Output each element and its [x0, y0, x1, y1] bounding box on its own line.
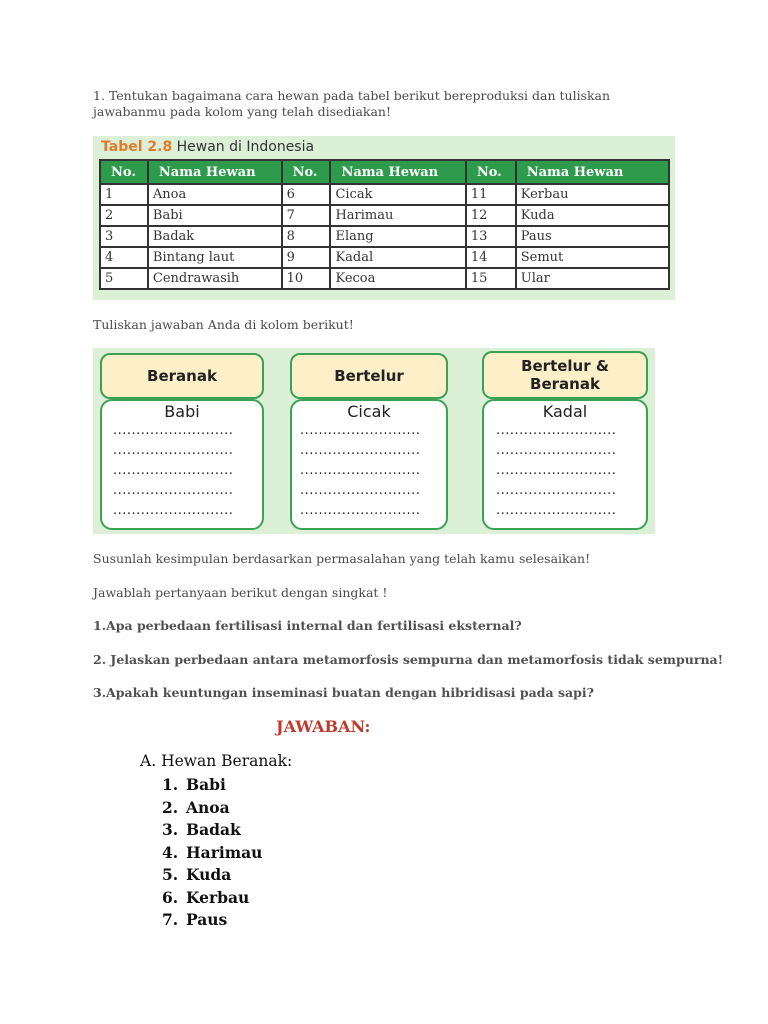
list-number: 3. — [162, 820, 179, 839]
dotted-line: .......................... — [496, 483, 617, 498]
table-cell: Harimau — [330, 205, 465, 226]
answer-columns-figure — [93, 348, 655, 534]
table-cell: Anoa — [148, 184, 282, 205]
table-caption-text: Hewan di Indonesia — [176, 139, 315, 155]
table-cell: Paus — [516, 226, 669, 247]
table-cell: 4 — [100, 247, 148, 268]
answer-heading-text: Hewan Beranak: — [161, 752, 293, 770]
column-example: Kadal — [542, 402, 588, 421]
question-2: 2. Jelaskan perbedaan antara metamorfosis sempurna dan metamorfosis tidak sempurna! — [93, 652, 724, 667]
table-cell: Elang — [330, 226, 465, 247]
dotted-line: .......................... — [113, 503, 234, 518]
list-item — [140, 820, 292, 843]
column-example: Babi — [164, 402, 200, 421]
answer-section — [140, 752, 292, 933]
table-cell: Kerbau — [516, 184, 669, 205]
summary-instruction: Susunlah kesimpulan berdasarkan permasalahan yang telah kamu selesaikan! — [93, 551, 591, 566]
table-cell: 11 — [466, 184, 516, 205]
table-cell: 8 — [282, 226, 331, 247]
dotted-line: .......................... — [300, 463, 421, 478]
column-box-bertelur — [290, 399, 448, 530]
dotted-line: .......................... — [113, 443, 234, 458]
table-row — [100, 247, 669, 268]
dotted-line: .......................... — [496, 463, 617, 478]
list-text: Babi — [186, 775, 226, 794]
list-text: Anoa — [186, 797, 230, 817]
list-item — [140, 798, 292, 821]
list-item — [140, 910, 292, 933]
intro-question: 1. Tentukan bagaimana cara hewan pada tabel berikut bereproduksi dan tuliskan jawabanmu pada kolom yang telah disediakan! — [93, 88, 611, 119]
instruction-text: Tuliskan jawaban Anda di kolom berikut! — [93, 317, 354, 332]
table-cell: 7 — [282, 205, 331, 226]
table-cell: 10 — [282, 268, 331, 289]
list-number: 1. — [162, 775, 179, 794]
table-cell: 1 — [100, 184, 148, 205]
table-cell: 6 — [282, 184, 331, 205]
table-cell: Bintang laut — [148, 247, 282, 268]
dotted-line: .......................... — [300, 483, 421, 498]
table-cell: Kadal — [330, 247, 465, 268]
table-cell: 14 — [466, 247, 516, 268]
animal-table — [99, 159, 670, 290]
list-text: Kuda — [186, 865, 232, 884]
table-row — [100, 205, 669, 226]
column-heading-bertelur-beranak: Bertelur & Beranak — [482, 351, 648, 399]
list-number: 6. — [162, 887, 179, 907]
table-cell: 9 — [282, 247, 331, 268]
dotted-line: .......................... — [300, 443, 421, 458]
column-heading-beranak: Beranak — [100, 353, 264, 399]
table-cell: Cicak — [330, 184, 465, 205]
list-item — [140, 843, 292, 866]
question-1: 1.Apa perbedaan fertilisasi internal dan fertilisasi eksternal? — [93, 618, 522, 633]
column-heading-bertelur: Bertelur — [290, 353, 448, 399]
list-item — [140, 865, 292, 888]
table-cell: Kuda — [516, 205, 669, 226]
dotted-line: .......................... — [496, 443, 617, 458]
answer-title: JAWABAN: — [276, 717, 371, 736]
table-cell: Kecoa — [330, 268, 465, 289]
header-no: No. — [100, 160, 148, 184]
list-item — [140, 775, 292, 798]
column-box-beranak — [100, 399, 264, 530]
dotted-line: .......................... — [496, 503, 617, 518]
table-row — [100, 268, 669, 289]
dotted-line: .......................... — [300, 423, 421, 438]
question-3: 3.Apakah keuntungan inseminasi buatan dengan hibridisasi pada sapi? — [93, 685, 594, 700]
table-row — [100, 226, 669, 247]
table-cell: Cendrawasih — [148, 268, 282, 289]
header-no: No. — [466, 160, 516, 184]
list-item — [140, 888, 292, 911]
list-number: 2. — [162, 797, 179, 817]
list-number: 7. — [162, 910, 179, 929]
animal-table-figure — [93, 136, 675, 300]
table-cell: 5 — [100, 268, 148, 289]
header-nama-hewan: Nama Hewan — [148, 160, 282, 184]
table-cell: 13 — [466, 226, 516, 247]
list-text: Harimau — [186, 842, 263, 862]
table-cell: 2 — [100, 205, 148, 226]
column-example: Cicak — [347, 402, 391, 421]
dotted-line: .......................... — [113, 483, 234, 498]
column-box-bertelur-beranak — [482, 399, 648, 530]
table-caption-number: Tabel 2.8 — [101, 139, 173, 155]
table-cell: 12 — [466, 205, 516, 226]
list-text: Paus — [186, 910, 228, 929]
list-number: 4. — [162, 842, 179, 862]
list-number: 5. — [162, 865, 179, 884]
dotted-line: .......................... — [113, 423, 234, 438]
table-header-row — [100, 160, 669, 184]
header-no: No. — [282, 160, 331, 184]
dotted-line: .......................... — [496, 423, 617, 438]
table-row — [100, 184, 669, 205]
table-cell: Badak — [148, 226, 282, 247]
answer-heading-marker: A. — [140, 752, 157, 770]
list-text: Badak — [186, 820, 241, 839]
dotted-line: .......................... — [300, 503, 421, 518]
dotted-line: .......................... — [113, 463, 234, 478]
answer-list — [140, 775, 292, 933]
table-caption — [101, 139, 314, 155]
table-cell: Semut — [516, 247, 669, 268]
header-nama-hewan: Nama Hewan — [330, 160, 465, 184]
header-nama-hewan: Nama Hewan — [516, 160, 669, 184]
table-cell: Ular — [516, 268, 669, 289]
table-cell: 15 — [466, 268, 516, 289]
table-cell: 3 — [100, 226, 148, 247]
list-text: Kerbau — [186, 887, 250, 907]
answer-heading — [140, 752, 292, 775]
table-cell: Babi — [148, 205, 282, 226]
short-answer-instruction: Jawablah pertanyaan berikut dengan singkat ! — [93, 585, 388, 600]
